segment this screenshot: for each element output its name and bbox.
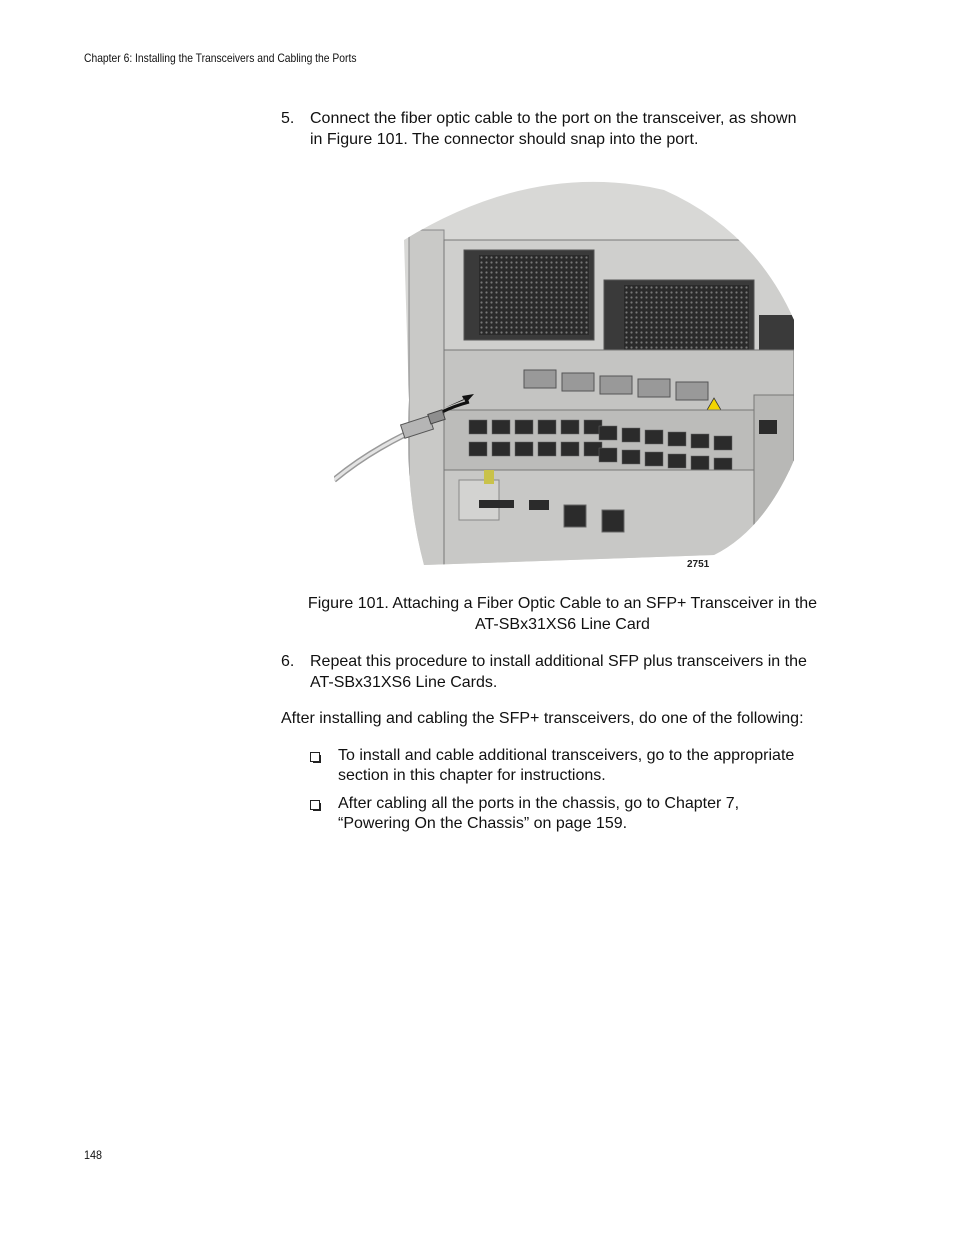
caption-line-2: AT-SBx31XS6 Line Card — [475, 616, 650, 633]
bullet-1-line-2: section in this chapter for instructions. — [338, 767, 606, 784]
bullet-item-2 — [338, 794, 858, 834]
step-6-line-2: AT-SBx31XS6 Line Cards. — [310, 674, 498, 691]
after-installing-paragraph: After installing and cabling the SFP+ transceivers, do one of the following: — [281, 710, 804, 727]
checkbox-bullet-icon — [310, 752, 320, 762]
step-6-number: 6. — [281, 653, 295, 670]
step-6-line-1: Repeat this procedure to install additional SFP plus transceivers in the — [310, 653, 807, 670]
page-number: 148 — [84, 1148, 103, 1162]
step-5-number: 5. — [281, 110, 295, 127]
bullet-2-line-1: After cabling all the ports in the chassis, go to Chapter 7, — [338, 795, 740, 812]
step-5-text — [310, 108, 850, 150]
figure-101-illustration — [334, 170, 794, 575]
step-5-line-1: Connect the fiber optic cable to the port on the transceiver, as shown — [310, 110, 797, 127]
caption-line-1: Figure 101. Attaching a Fiber Optic Cable to an SFP+ Transceiver in the — [307, 595, 818, 612]
bullet-item-1 — [338, 746, 858, 786]
step-6-text — [310, 651, 850, 693]
checkbox-bullet-icon — [310, 800, 320, 810]
figure-caption — [270, 593, 855, 635]
bullet-2-line-2: “Powering On the Chassis” on page 159. — [338, 815, 628, 832]
bullet-1-line-1: To install and cable additional transceivers, go to the appropriate — [338, 747, 795, 764]
step-5-line-2: in Figure 101. The connector should snap into the port. — [310, 131, 699, 148]
running-head: Chapter 6: Installing the Transceivers and Cabling the Ports — [84, 51, 357, 65]
figure-id-label: 2751 — [687, 559, 710, 570]
